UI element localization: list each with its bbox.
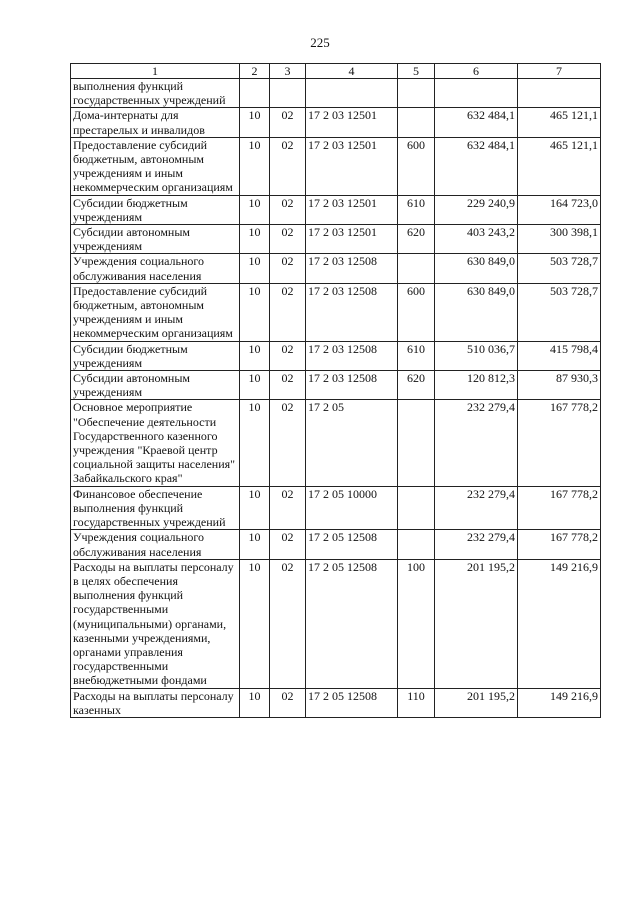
row-name-cell: Расходы на выплаты персоналу казенных — [71, 688, 240, 717]
expense-type-cell: 610 — [398, 195, 435, 224]
amount-cell-2: 149 216,9 — [518, 688, 601, 717]
subsection-cell: 02 — [270, 400, 306, 486]
amount-cell: 510 036,7 — [435, 341, 518, 370]
expense-type-cell: 620 — [398, 225, 435, 254]
row-name-cell: Основное мероприятие "Обеспечение деятельности Государственного казенного учреждения "Краевой центр социальной защиты населения" Забайкальского края" — [71, 400, 240, 486]
target-article-cell: 17 2 03 12508 — [306, 341, 398, 370]
expense-type-cell: 610 — [398, 341, 435, 370]
target-article-cell: 17 2 05 12508 — [306, 530, 398, 559]
row-name-cell: Финансовое обеспечение выполнения функций государственных учреждений — [71, 486, 240, 530]
row-name-cell: Субсидии автономным учреждениям — [71, 371, 240, 400]
subsection-cell: 02 — [270, 371, 306, 400]
target-article-cell: 17 2 05 — [306, 400, 398, 486]
amount-cell-2: 167 778,2 — [518, 486, 601, 530]
subsection-cell: 02 — [270, 688, 306, 717]
section-cell: 10 — [240, 225, 270, 254]
target-article-cell: 17 2 03 12508 — [306, 371, 398, 400]
row-name-cell: Субсидии автономным учреждениям — [71, 225, 240, 254]
table-row — [71, 371, 601, 400]
subsection-cell: 02 — [270, 195, 306, 224]
table-row — [71, 137, 601, 195]
section-cell: 10 — [240, 371, 270, 400]
section-cell: 10 — [240, 688, 270, 717]
amount-cell: 632 484,1 — [435, 108, 518, 137]
subsection-cell: 02 — [270, 254, 306, 283]
table-row — [71, 79, 601, 108]
section-cell: 10 — [240, 341, 270, 370]
expense-type-cell: 100 — [398, 559, 435, 688]
target-article-cell: 17 2 03 12501 — [306, 195, 398, 224]
table-row — [71, 559, 601, 688]
target-article-cell — [306, 79, 398, 108]
row-name-cell: Субсидии бюджетным учреждениям — [71, 195, 240, 224]
subsection-cell: 02 — [270, 137, 306, 195]
amount-cell-2: 149 216,9 — [518, 559, 601, 688]
column-header-7: 7 — [518, 64, 601, 79]
section-cell: 10 — [240, 195, 270, 224]
table-row — [71, 283, 601, 341]
row-name-cell: Предоставление субсидий бюджетным, автономным учреждениям и иным некоммерческим организациям — [71, 283, 240, 341]
target-article-cell: 17 2 05 10000 — [306, 486, 398, 530]
amount-cell-2: 164 723,0 — [518, 195, 601, 224]
subsection-cell: 02 — [270, 225, 306, 254]
section-cell: 10 — [240, 559, 270, 688]
amount-cell-2: 167 778,2 — [518, 400, 601, 486]
expense-type-cell — [398, 79, 435, 108]
amount-cell: 201 195,2 — [435, 559, 518, 688]
row-name-cell: выполнения функций государственных учреждений — [71, 79, 240, 108]
amount-cell-2: 415 798,4 — [518, 341, 601, 370]
table-row — [71, 688, 601, 717]
target-article-cell: 17 2 05 12508 — [306, 559, 398, 688]
row-name-cell: Предоставление субсидий бюджетным, автономным учреждениям и иным некоммерческим организациям — [71, 137, 240, 195]
section-cell: 10 — [240, 486, 270, 530]
subsection-cell: 02 — [270, 486, 306, 530]
target-article-cell: 17 2 03 12508 — [306, 254, 398, 283]
column-header-2: 2 — [240, 64, 270, 79]
column-header-6: 6 — [435, 64, 518, 79]
section-cell — [240, 79, 270, 108]
amount-cell-2: 300 398,1 — [518, 225, 601, 254]
expense-type-cell: 110 — [398, 688, 435, 717]
expense-type-cell: 620 — [398, 371, 435, 400]
subsection-cell: 02 — [270, 530, 306, 559]
row-name-cell: Учреждения социального обслуживания населения — [71, 530, 240, 559]
amount-cell-2: 465 121,1 — [518, 108, 601, 137]
section-cell: 10 — [240, 108, 270, 137]
column-header-1: 1 — [71, 64, 240, 79]
table-row — [71, 400, 601, 486]
amount-cell-2: 503 728,7 — [518, 254, 601, 283]
amount-cell: 630 849,0 — [435, 283, 518, 341]
column-header-3: 3 — [270, 64, 306, 79]
amount-cell: 630 849,0 — [435, 254, 518, 283]
column-header-4: 4 — [306, 64, 398, 79]
amount-cell-2 — [518, 79, 601, 108]
amount-cell-2: 503 728,7 — [518, 283, 601, 341]
subsection-cell — [270, 79, 306, 108]
row-name-cell: Расходы на выплаты персоналу в целях обеспечения выполнения функций государственными (муниципальными) органами, казенными учреждениями, органами управления государственными внебюджетными фондами — [71, 559, 240, 688]
amount-cell: 232 279,4 — [435, 400, 518, 486]
subsection-cell: 02 — [270, 559, 306, 688]
section-cell: 10 — [240, 530, 270, 559]
row-name-cell: Дома-интернаты для престарелых и инвалидов — [71, 108, 240, 137]
amount-cell-2: 87 930,3 — [518, 371, 601, 400]
amount-cell: 403 243,2 — [435, 225, 518, 254]
budget-table — [70, 63, 601, 718]
table-row — [71, 195, 601, 224]
amount-cell-2: 167 778,2 — [518, 530, 601, 559]
page-number: 225 — [310, 35, 330, 50]
target-article-cell: 17 2 03 12508 — [306, 283, 398, 341]
expense-type-cell — [398, 486, 435, 530]
subsection-cell: 02 — [270, 108, 306, 137]
expense-type-cell — [398, 400, 435, 486]
expense-type-cell: 600 — [398, 137, 435, 195]
target-article-cell: 17 2 05 12508 — [306, 688, 398, 717]
target-article-cell: 17 2 03 12501 — [306, 108, 398, 137]
amount-cell: 632 484,1 — [435, 137, 518, 195]
subsection-cell: 02 — [270, 341, 306, 370]
section-cell: 10 — [240, 254, 270, 283]
column-header-5: 5 — [398, 64, 435, 79]
header-row — [71, 64, 601, 79]
section-cell: 10 — [240, 137, 270, 195]
section-cell: 10 — [240, 283, 270, 341]
row-name-cell: Учреждения социального обслуживания населения — [71, 254, 240, 283]
expense-type-cell — [398, 530, 435, 559]
amount-cell: 120 812,3 — [435, 371, 518, 400]
table-row — [71, 486, 601, 530]
row-name-cell: Субсидии бюджетным учреждениям — [71, 341, 240, 370]
amount-cell: 201 195,2 — [435, 688, 518, 717]
expense-type-cell — [398, 254, 435, 283]
table-row — [71, 254, 601, 283]
amount-cell: 229 240,9 — [435, 195, 518, 224]
table-row — [71, 108, 601, 137]
amount-cell: 232 279,4 — [435, 530, 518, 559]
table-row — [71, 530, 601, 559]
amount-cell — [435, 79, 518, 108]
expense-type-cell: 600 — [398, 283, 435, 341]
table-row — [71, 225, 601, 254]
expense-type-cell — [398, 108, 435, 137]
amount-cell-2: 465 121,1 — [518, 137, 601, 195]
target-article-cell: 17 2 03 12501 — [306, 225, 398, 254]
table-row — [71, 341, 601, 370]
amount-cell: 232 279,4 — [435, 486, 518, 530]
section-cell: 10 — [240, 400, 270, 486]
subsection-cell: 02 — [270, 283, 306, 341]
target-article-cell: 17 2 03 12501 — [306, 137, 398, 195]
